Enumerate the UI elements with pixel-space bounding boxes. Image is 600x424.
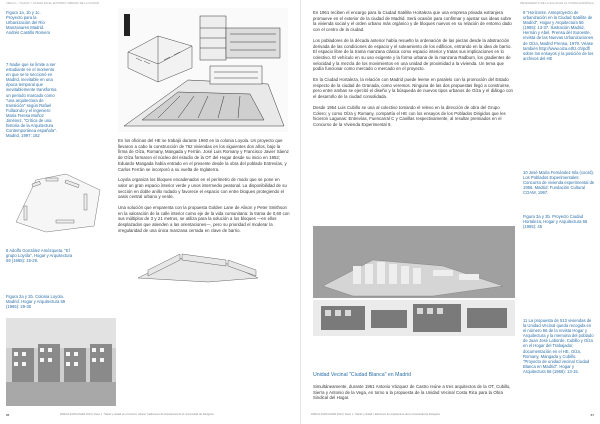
figure-1-architectural-sketches	[118, 8, 288, 132]
right-paragraph-1: En 1961 reciben el encargo para la Ciudad Satélite Hortaleza que una empresa privada extranjera promueve en el exterior de la ciudad de Madrid. Será ocasión para confirmar y ajustar sus ideas sobre la vivienda social y el orden urbano más orgánico y de bloques nuevos en su relación de entorno dado con el centro de la ciudad.	[313, 10, 512, 33]
left-paragraph-1: En los oficinas del HE se trabajó durante 1960 en la colonia Loyola. Un proyecto que llevaron a cabo la construcción de 762 viviendas en los siguientes dos años, bajo la firma de Oíza, Romany, Mangada y Ferrán. José Luis Romany y Francisco Javier Sáenz de Oíza formaron el núcleo del estudio de la OT del Hogar desde su inicio en 1952; Eduardo Mangada había entrado en el presente desde la obra del poblado Entrevías, y Carlos Ferrán se incorporó a su vuelta de Inglaterra.	[118, 138, 289, 172]
figure-caption-1: Figura 1a, 1b y 1c. Proyecto para la Urbanización del Río Manzanares Madrid. Andrés Castillo Romero	[6, 10, 51, 36]
photo-caption: Unidad Vecinal "Ciudad Blanca" en Madrid	[313, 372, 411, 378]
right-bottom-text: Simultáneamente, durante 1961 Antonio Vázquez de Castro reúne a tres arquitectos de la OT, Cubillo, Sierra y Antonio de la Vega, en torno a la propuesta de la Unidad Vecinal Costa Rica para la Obra Sindical del Hogar.	[313, 384, 511, 401]
left-folio: 86	[6, 413, 10, 417]
note-9: 9 "Horizonte. Anteproyecto de urbanización en la Ciudad Satélite de Madrid", Hogar y Arquitectura 56 (1965): 13-37. Ilustración Madrid, Hernán y Abel. Prensa del Suroeste, revista de las Nuevas Urbanizaciones de Oíza, Madrid Prensa, 1979. Véase también http://www.oiza.ethz.ch/pdf/ sobre los ensayos y la posición de los archivos del HE	[523, 10, 594, 61]
figure-3b-plan-photo	[313, 300, 515, 336]
left-footer: ZARCH ZARCH MAR 2014 | Vieco L. 'Salud y ciudad en el entorno urbano' | Ediciones de Arquitectura de la universidad de Zaragoza	[60, 413, 214, 416]
left-paragraph-2: Loyola organiza los bloques encadenados en el perímetro de modo que se pone en valor un gran espacio interior verde y unos intermedio peatonal. La disponibilidad de su sección en doble anillo rodado y favorece el espacio con entre bloques protegiendo el oasis central urbano y verde.	[118, 177, 287, 200]
note-7: 7 Nadie que se limite a ser estudiante en el momento en que se le seccionó en Madrid, inevitable en una época temporal que inevitablemente transforma un periodo marcado como "una arquitectura de transición" según Rafael Fullaondo y el ingeniero Maria Teresa Muñoz Jiménez. "Crítica de una historia de la Arquitectura Contemporánea española". Madrid, 1997: 162	[6, 62, 57, 139]
right-page	[300, 0, 600, 424]
right-folio: 87	[590, 413, 594, 417]
figure-2a-plan	[6, 160, 110, 240]
note-11: 11 La propuesta de 513 viviendas de la Unidad Vecinal queda recogida en el número 66 de la revista Hogar y Arquitectura y la memoria del poblado de Juan José Laborde, Cubillo y Oíza en el Hogar del Trabajador, documentación en el HE. Oíza, Romany, Mangada y Cubillo. "Proyecto de unidad vecinal Ciudad Blanca en Madrid". Hogar y Arquitectura 66 (1966): 13-15.	[523, 318, 594, 374]
right-paragraph-4: Desde 1954 Luis Cubillo se una al colectivo tomando el relevo en la dirección de obra del Grupo Colero; y como Oíza y Romany, compartía el HE con los ensayos de los Poblados Dirigidos que les hicieron Lagunas: Entrevías, Fuencarral C y Canillas respectivamente, al resultar premiados en el Concurso de la Vivienda Experimental 9.	[313, 104, 506, 127]
figure-2c-neighbourhood-photo	[6, 318, 116, 406]
right-paragraph-3: En la Ciudad Hortaleza, la relación con Madrid puede leerse en paralelo con la promoción del Estado respecto de la ciudad de Granada, como veremos. Ninguna de las dos propuestas llegó a construirse, pero entre ambas se ejercitó el diseño y la búsqueda de nuevos tipos urbanos de Oíza y el diálogo con el desarrollo de la ciudad consolidada.	[313, 77, 513, 100]
right-paragraph-2: Los pobladores de la década anterior había resuelto la ordenación de las piezas desde la abstracción derivada de las condiciones de espacio y el soleamiento de los edificios, entrando en la idea de barrio. El espacio libre de la trama manzana clásica como espacio interior y tratas sus implicaciones en lo colectivo. El vehículo en su uso exigente y la forma urbana de la manzana Radburn, los gradientes de velocidad y la mezcla de los movimientos en una unidad de proximidad a la vivienda. Un tema que podía funcionar como mercado o mercado en el proyecto.	[313, 37, 512, 72]
figure-caption-2: Figura 2a y 2b. Colonia Loyola. Madrid. Hogar y Arquitectura 59 (1965): 29-30	[6, 294, 66, 310]
right-footer: ZARCH ZARCH MAR 2014 | Vieco L. 'Salud y ciudad' | Ediciones de Arquitectura de la universidad de Zaragoza	[311, 413, 440, 416]
right-body	[313, 10, 513, 133]
left-running-header: VIECO L. | SALUD Y CIUDAD EN EL ENTORNO URBANO DE LA CIUDAD	[6, 2, 99, 5]
figure-3-aerial-photo	[313, 226, 515, 298]
figure-2b-axonometric	[118, 238, 294, 284]
left-paragraph-3: Una solución que emparenta con la propuesta Golden Lane de Alison y Peter Smithson en la valoración de la calle interior como eje de la vida comunitaria: la trama de 0,60 con sus múltiplos de 3 y 21 metros, se utiliza para la solución a los bloques —en ellos desplazados que atienden a las orientaciones—, pero su prioridad el moderar la irregularidad de una única manzana cerrada en clave de barrio.	[118, 205, 290, 233]
note-8: 8 Adolfo González Amézqueta. "El grupo Loyola", Hogar y Arquitectura 59 (1965): 15-29.	[6, 248, 73, 264]
right-running-header: PENSAMIENTO DE LA SALUD EN LA CIUDAD ESPAÑOLA	[519, 2, 594, 5]
figure-caption-3: Figura 3a y 3b. Proyecto Ciudad Hortaleza, Hogar y Arquitectura 56 (1965): 45	[523, 214, 588, 230]
note-10: 10 José María Fernández Isla (coord). Los Poblados Experimentales: Concurso de vivienda experimental de 1956. Madrid: Fundación Cultural COAM, 1997.	[523, 170, 595, 196]
